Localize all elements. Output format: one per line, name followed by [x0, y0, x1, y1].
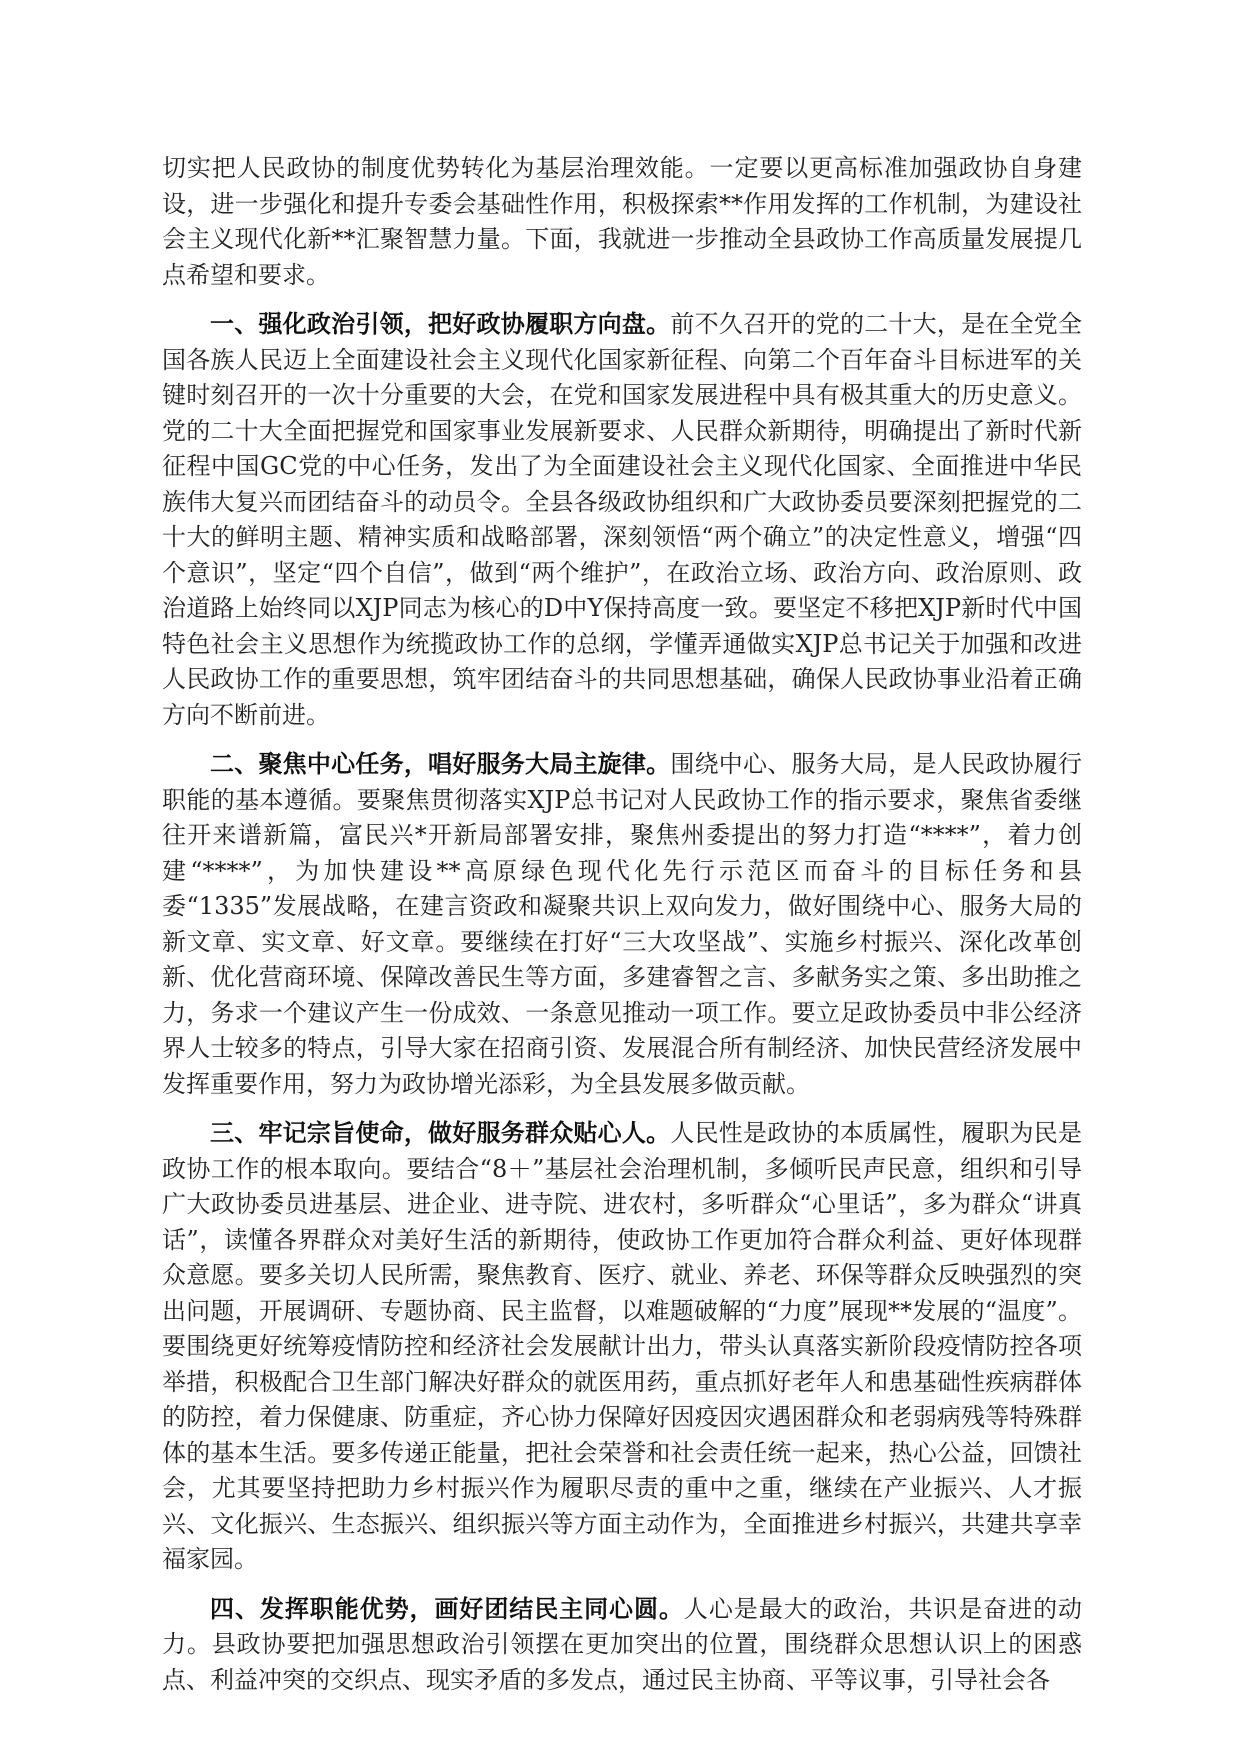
paragraph-section-3 [162, 1115, 1082, 1578]
paragraph-heading: 四、发挥职能优势，画好团结民主同心圆。 [210, 1593, 684, 1623]
paragraph-heading: 一、强化政治引领，把好政协履职方向盘。 [210, 309, 671, 338]
paragraph-section-4 [162, 1591, 1082, 1699]
paragraph-text: 人民性是政协的本质属性，履职为民是政协工作的根本取向。要结合“8＋”基层社会治理机制，多倾听民声民意，组织和引导广大政协委员进基层、进企业、进寺院、进农村，多听群众“心里话”，多为群众“讲真话”，读懂各界群众对美好生活的新期待，使政协工作更加符合群众利益、更好体现群众意愿。要多关切人民所需，聚焦教育、医疗、就业、养老、环保等群众反映强烈的突出问题，开展调研、专题协商、民主监督，以难题破解的“力度”展现**发展的“温度”。要围绕更好统筹疫情防控和经济社会发展献计出力，带头认真落实新阶段疫情防控各项举措，积极配合卫生部门解决好群众的就医用药，重点抓好老年人和患基础性疾病群体的防控，着力保健康、防重症，齐心协力保障好因疫因灾遇困群众和老弱病残等特殊群体的基本生活。要多传递正能量，把社会荣誉和社会责任统一起来，热心公益，回馈社会，尤其要坚持把助力乡村振兴作为履职尽责的重中之重，继续在产业振兴、人才振兴、文化振兴、生态振兴、组织振兴等方面主动作为，全面推进乡村振兴，共建共享幸福家园。 [162, 1119, 1082, 1573]
paragraph-text: 围绕中心、服务大局，是人民政协履行职能的基本遵循。要聚焦贯彻落实XJP总书记对人民政协工作的指示要求，聚焦省委继往开来谱新篇，富民兴*开新局部署安排，聚焦州委提出的努力打造“****”，着力创建“****”，为加快建设**高原绿色现代化先行示范区而奋斗的目标任务和县委“1335”发展战略，在建言资政和凝聚共识上双向发力，做好围绕中心、服务大局的新文章、实文章、好文章。要继续在打好“三大攻坚战”、实施乡村振兴、深化改革创新、优化营商环境、保障改善民生等方面，多建睿智之言、多献务实之策、多出助推之力，务求一个建议产生一份成效、一条意见推动一项工作。要立足政协委员中非公经济界人士较多的特点，引导大家在招商引资、发展混合所有制经济、加快民营经济发展中发挥重要作用，努力为政协增光添彩，为全县发展多做贡献。 [162, 750, 1082, 1098]
paragraph-text: 前不久召开的党的二十大，是在全党全国各族人民迈上全面建设社会主义现代化国家新征程、向第二个百年奋斗目标进军的关键时刻召开的一次十分重要的大会，在党和国家发展进程中具有极其重大的历史意义。党的二十大全面把握党和国家事业发展新要求、人民群众新期待，明确提出了新时代新征程中国GC党的中心任务，发出了为全面建设社会主义现代化国家、全面推进中华民族伟大复兴而团结奋斗的动员令。全县各级政协组织和广大政协委员要深刻把握党的二十大的鲜明主题、精神实质和战略部署，深刻领悟“两个确立”的决定性意义，增强“四个意识”，坚定“四个自信”，做到“两个维护”，在政治立场、政治方向、政治原则、政治道路上始终同以XJP同志为核心的D中Y保持高度一致。要坚定不移把XJP新时代中国特色社会主义思想作为统揽政协工作的总纲，学懂弄通做实XJP总书记关于加强和改进人民政协工作的重要思想，筑牢团结奋斗的共同思想基础，确保人民政协事业沿着正确方向不断前进。 [162, 310, 1082, 729]
paragraph-heading: 三、牢记宗旨使命，做好服务群众贴心人。 [210, 1118, 671, 1147]
paragraph-text: 人心是最大的政治，共识是奋进的动力。县政协要把加强思想政治引领摆在更加突出的位置，围绕群众思想认识上的困惑点、利益冲突的交织点、现实矛盾的多发点，通过民主协商、平等议事，引导社会各 [162, 1594, 1083, 1694]
paragraph-text: 切实把人民政协的制度优势转化为基层治理效能。一定要以更高标准加强政协自身建设，进一步强化和提升专委会基础性作用，积极探索**作用发挥的工作机制，为建设社会主义现代化新**汇聚智慧力量。下面，我就进一步推动全县政协工作高质量发展提几点希望和要求。 [162, 154, 1082, 289]
paragraph-intro [162, 150, 1082, 293]
paragraph-section-2 [162, 746, 1082, 1102]
paragraph-section-1 [162, 306, 1082, 733]
paragraph-heading: 二、聚焦中心任务，唱好服务大局主旋律。 [210, 749, 671, 778]
document-body [162, 150, 1082, 1711]
